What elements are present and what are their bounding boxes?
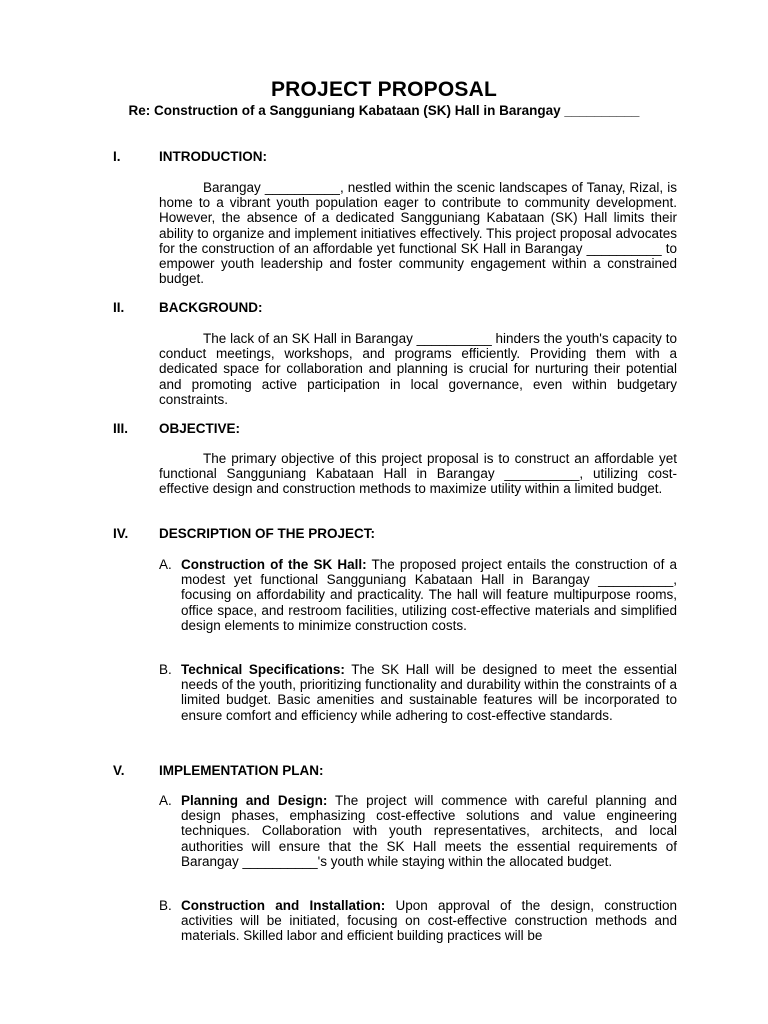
list-item-lead: Planning and Design: [181, 793, 328, 808]
background-paragraph: The lack of an SK Hall in Barangay __________ hinders the youth's capacity to conduct meetings, workshops, and programs efficiently. Providing them with a dedicated space for collaboration and planning is crucial for nurturing their potential and promoting active participation in local governance, even within budgetary constraints. [159, 331, 677, 407]
list-item-body [181, 898, 677, 944]
list-item-body [181, 662, 677, 723]
list-item-letter: B. [159, 898, 172, 913]
section-background [0, 300, 768, 318]
list-item-letter: A. [159, 557, 172, 572]
section-title: DESCRIPTION OF THE PROJECT: [159, 526, 376, 541]
list-item-text: Upon approval of the design, construction activities will be initiated, focusing on cost-effective construction methods and materials. Skilled labor and efficient building practices will be [181, 898, 677, 944]
section-number: III. [113, 421, 129, 436]
section-number: V. [113, 763, 125, 778]
introduction-paragraph: Barangay __________, nestled within the scenic landscapes of Tanay, Rizal, is home to a vibrant youth population eager to contribute to community development. However, the absence of a dedicated Sangguniang Kabataan (SK) Hall limits their ability to organize and implement initiatives effectively. This project proposal advocates for the construction of an affordable yet functional SK Hall in Barangay __________ to empower youth leadership and foster community engagement within a constrained budget. [159, 180, 677, 287]
section-number: I. [113, 149, 121, 164]
section-title: OBJECTIVE: [159, 421, 241, 436]
section-title: BACKGROUND: [159, 300, 263, 315]
list-item-lead: Technical Specifications: [181, 662, 345, 677]
document-subtitle: Re: Construction of a Sangguniang Kabataan (SK) Hall in Barangay __________ [128, 103, 640, 118]
list-item-text: The SK Hall will be designed to meet the essential needs of the youth, prioritizing functionality and durability within the constraints of a limited budget. Basic amenities and sustainable features will be incorporated to ensure comfort and efficiency while adhering to cost-effective standards. [181, 662, 677, 723]
section-objective [0, 421, 768, 439]
section-heading [0, 526, 768, 544]
list-item-lead: Construction of the SK Hall: [181, 557, 367, 572]
section-title: INTRODUCTION: [159, 149, 267, 164]
section-number: II. [113, 300, 125, 315]
section-number: IV. [113, 526, 129, 541]
section-introduction [0, 149, 768, 167]
section-implementation [0, 763, 768, 781]
list-item-body [181, 557, 677, 633]
list-item-text: The proposed project entails the construction of a modest yet functional Sangguniang Kabataan Hall in Barangay __________, focusing on affordability and practicality. The hall will feature multipurpose rooms, office space, and restroom facilities, utilizing cost-effective materials and simplified design elements to minimize construction costs. [181, 557, 677, 633]
list-item-letter: B. [159, 662, 172, 677]
objective-paragraph: The primary objective of this project proposal is to construct an affordable yet functional Sangguniang Kabataan Hall in Barangay __________, utilizing cost-effective design and construction methods to maximize utility within a limited budget. [159, 451, 677, 497]
section-heading [0, 763, 768, 781]
list-item-body [181, 793, 677, 869]
section-title: IMPLEMENTATION PLAN: [159, 763, 324, 778]
list-item-text: The project will commence with careful planning and design phases, emphasizing cost-effective solutions and value engineering techniques. Collaboration with youth representatives, architects, and local authorities will ensure that the SK Hall meets the essential requirements of Barangay __________'s youth while staying within the allocated budget. [181, 793, 677, 869]
section-heading [0, 300, 768, 318]
section-description [0, 526, 768, 544]
section-heading [0, 149, 768, 167]
document-title: PROJECT PROPOSAL [270, 78, 498, 101]
list-item-letter: A. [159, 793, 172, 808]
list-item-lead: Construction and Installation: [181, 898, 386, 913]
section-heading [0, 421, 768, 439]
